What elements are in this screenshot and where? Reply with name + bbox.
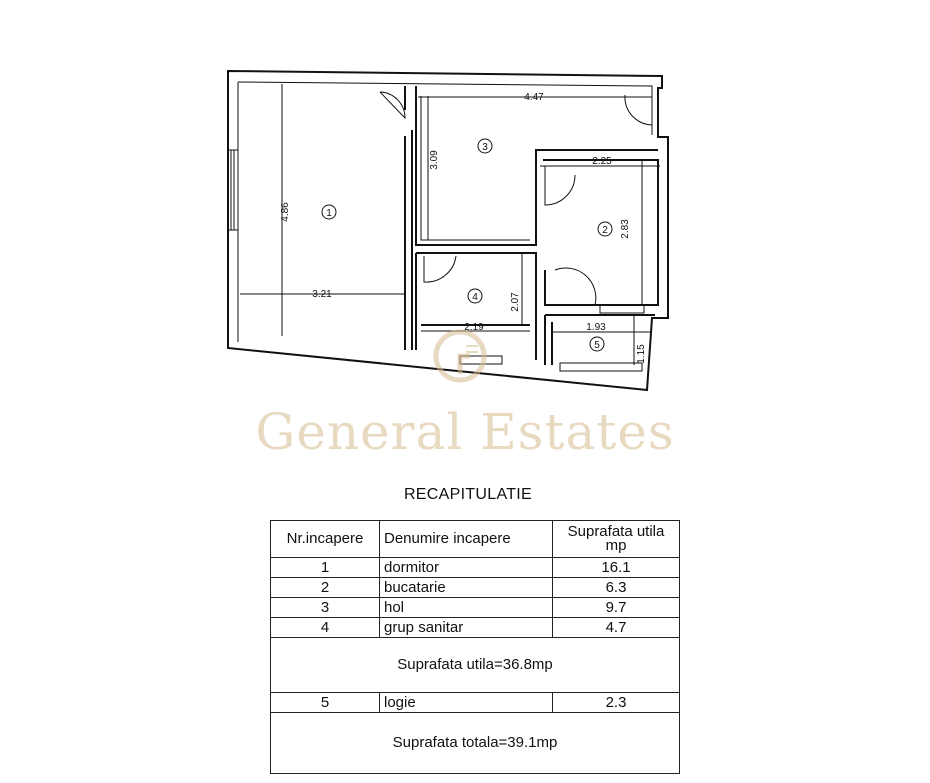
bedroom-wall: [405, 86, 412, 350]
table-row: [271, 558, 680, 578]
table-row: [271, 618, 680, 638]
recap-table: [270, 520, 680, 774]
row-nr: 3: [271, 598, 380, 618]
table-row: [271, 598, 680, 618]
dimension-label: 4.86: [280, 202, 291, 222]
door-arc: [545, 166, 575, 205]
dimension-label: 2.25: [592, 156, 612, 167]
door-arc: [424, 256, 456, 282]
inner-outline: [238, 82, 652, 135]
header-nr: Nr.incapere: [271, 521, 380, 558]
room-number: 4: [472, 292, 478, 303]
header-area: [553, 521, 680, 558]
grand-total: Suprafata totala=39.1mp: [271, 713, 680, 774]
dimension-label: 3.21: [312, 289, 332, 300]
row-name: grup sanitar: [380, 618, 553, 638]
watermark-text: General Estates: [255, 403, 675, 461]
row-nr: 4: [271, 618, 380, 638]
table-header-row: [271, 521, 680, 558]
header-area-line2: mp: [605, 537, 627, 554]
row-name: logie: [380, 693, 553, 713]
room-number: 2: [602, 225, 608, 236]
row-nr: 5: [271, 693, 380, 713]
row-area: 2.3: [553, 693, 680, 713]
header-name: Denumire incapere: [380, 521, 553, 558]
dimension-label: 4.47: [524, 92, 544, 103]
row-area: 9.7: [553, 598, 680, 618]
row-area: 4.7: [553, 618, 680, 638]
door-arc: [625, 95, 652, 125]
room-number: 3: [482, 142, 488, 153]
row-nr: 2: [271, 578, 380, 598]
row-name: hol: [380, 598, 553, 618]
row-name: bucatarie: [380, 578, 553, 598]
row-nr: 1: [271, 558, 380, 578]
row-area: 6.3: [553, 578, 680, 598]
useful-total: Suprafata utila=36.8mp: [271, 638, 680, 693]
header-area-line1: Suprafata utila: [567, 523, 665, 540]
dimension-label: 2.07: [510, 292, 521, 312]
door-arc: [555, 268, 596, 305]
watermark-logo: [430, 326, 490, 386]
dimension-label: 3.09: [429, 150, 440, 170]
dimension-label: 1.93: [586, 322, 606, 333]
table-row: [271, 578, 680, 598]
room-number: 5: [594, 340, 600, 351]
dimension-label: 2.19: [464, 322, 484, 333]
kitchen-wall: [543, 160, 658, 305]
row-area: 16.1: [553, 558, 680, 578]
window: [600, 305, 644, 313]
useful-total-row: [271, 638, 680, 693]
table-row: [271, 693, 680, 713]
dimension-label: 2.83: [620, 219, 631, 239]
recap-title: RECAPITULATIE: [403, 486, 533, 503]
room-number: 1: [326, 208, 332, 219]
window: [560, 363, 642, 371]
grand-total-row: [271, 713, 680, 774]
window: [228, 150, 238, 230]
dimension-label: 1.15: [636, 344, 647, 364]
row-name: dormitor: [380, 558, 553, 578]
door-arc: [380, 92, 405, 118]
